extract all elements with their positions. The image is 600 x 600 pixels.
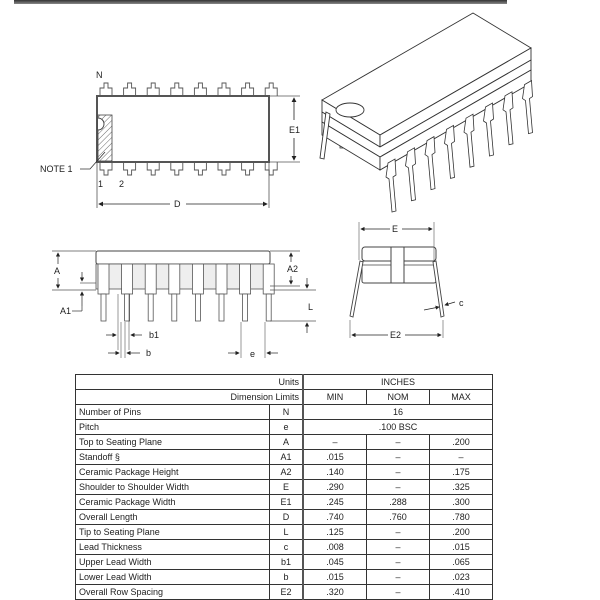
row-name: Lower Lead Width: [76, 570, 270, 585]
row-max: .300: [430, 495, 493, 510]
row-name: Standoff §: [76, 450, 270, 465]
dim-a1-label: A1: [60, 306, 72, 316]
upper-lead: [263, 264, 274, 294]
row-symbol: E: [270, 480, 304, 495]
pin: [265, 162, 277, 175]
row-max: .410: [430, 585, 493, 600]
pin: [242, 162, 254, 175]
row-symbol: c: [270, 540, 304, 555]
pin: [124, 162, 136, 175]
table-row: [76, 555, 493, 570]
row-nom: –: [367, 525, 430, 540]
pin: [171, 162, 183, 175]
pin: [218, 83, 230, 96]
row-nom: –: [367, 570, 430, 585]
dim-e-label: E: [392, 224, 399, 234]
table-row: [76, 495, 493, 510]
upper-lead: [240, 264, 251, 294]
lower-lead: [195, 294, 200, 321]
row-name: Top to Seating Plane: [76, 435, 270, 450]
dim-b1-label: b1: [149, 330, 160, 340]
row-symbol: E2: [270, 585, 304, 600]
side-view: [52, 251, 316, 359]
table-row: [76, 480, 493, 495]
row-symbol: e: [270, 420, 304, 435]
front-lead: [523, 81, 533, 134]
dimension-table: [75, 374, 493, 600]
limits-label: Dimension Limits: [76, 390, 304, 405]
row-symbol: b1: [270, 555, 304, 570]
min-header: MIN: [303, 390, 367, 405]
row-min: .125: [303, 525, 367, 540]
row-nom: –: [367, 435, 430, 450]
front-lead: [484, 103, 494, 156]
row-name: Lead Thickness: [76, 540, 270, 555]
row-name: Shoulder to Shoulder Width: [76, 480, 270, 495]
row-min: .320: [303, 585, 367, 600]
pin: [147, 83, 159, 96]
front-lead: [464, 114, 474, 167]
row-value: 16: [303, 405, 493, 420]
front-lead: [386, 159, 396, 212]
row-min: .008: [303, 540, 367, 555]
pin: [194, 83, 206, 96]
pin: [100, 162, 112, 175]
units-value: INCHES: [303, 375, 493, 390]
units-label: Units: [76, 375, 304, 390]
max-header: MAX: [430, 390, 493, 405]
top-view: [40, 70, 300, 209]
dim-e2-label: E2: [390, 330, 402, 340]
lower-lead: [101, 294, 106, 321]
dim-c-label: c: [459, 298, 464, 308]
row-min: .245: [303, 495, 367, 510]
nom-header: NOM: [367, 390, 430, 405]
dim-e-pitch-label: e: [250, 349, 256, 359]
table-row: [76, 435, 493, 450]
row-name: Pitch: [76, 420, 270, 435]
pin-2-label: 2: [119, 179, 125, 189]
lower-lead: [266, 294, 271, 321]
row-symbol: A2: [270, 465, 304, 480]
row-symbol: D: [270, 510, 304, 525]
row-max: .325: [430, 480, 493, 495]
table-row: [76, 540, 493, 555]
row-symbol: A1: [270, 450, 304, 465]
row-max: .065: [430, 555, 493, 570]
row-value: .100 BSC: [303, 420, 493, 435]
table-row: [76, 420, 493, 435]
dim-l-label: L: [308, 302, 314, 312]
row-nom: .760: [367, 510, 430, 525]
pin: [147, 162, 159, 175]
top-pin-row: [100, 83, 277, 96]
row-symbol: N: [270, 405, 304, 420]
pin: [265, 83, 277, 96]
row-max: –: [430, 450, 493, 465]
row-nom: .288: [367, 495, 430, 510]
isometric-view: [320, 13, 533, 212]
row-name: Tip to Seating Plane: [76, 525, 270, 540]
row-max: .200: [430, 435, 493, 450]
row-nom: –: [367, 480, 430, 495]
row-nom: –: [367, 540, 430, 555]
row-symbol: b: [270, 570, 304, 585]
upper-lead: [145, 264, 156, 294]
row-max: .015: [430, 540, 493, 555]
pin: [100, 83, 112, 96]
dim-b-label: b: [146, 348, 152, 358]
pin-1-label: 1: [98, 179, 104, 189]
row-name: Number of Pins: [76, 405, 270, 420]
row-symbol: A: [270, 435, 304, 450]
pin-n-label: N: [96, 70, 103, 80]
front-lead: [425, 137, 435, 190]
row-max: .023: [430, 570, 493, 585]
table-row: [76, 510, 493, 525]
table-row: [76, 465, 493, 480]
row-name: Ceramic Package Width: [76, 495, 270, 510]
pin: [242, 83, 254, 96]
row-nom: –: [367, 465, 430, 480]
row-name: Overall Length: [76, 510, 270, 525]
front-lead: [445, 125, 455, 178]
pin: [218, 162, 230, 175]
row-min: .140: [303, 465, 367, 480]
row-min: .015: [303, 570, 367, 585]
row-nom: –: [367, 585, 430, 600]
lower-lead: [172, 294, 177, 321]
row-max: .200: [430, 525, 493, 540]
table-row: [76, 450, 493, 465]
pin: [194, 162, 206, 175]
note-1-label: NOTE 1: [40, 164, 73, 174]
upper-lead: [216, 264, 227, 294]
row-name: Upper Lead Width: [76, 555, 270, 570]
front-lead: [503, 92, 513, 145]
table-row: [76, 585, 493, 600]
lower-lead: [243, 294, 248, 321]
row-symbol: E1: [270, 495, 304, 510]
row-max: .780: [430, 510, 493, 525]
table-row: [76, 525, 493, 540]
row-name: Ceramic Package Height: [76, 465, 270, 480]
pin: [171, 83, 183, 96]
upper-lead: [192, 264, 203, 294]
row-nom: –: [367, 450, 430, 465]
package-body: [97, 96, 269, 162]
row-symbol: L: [270, 525, 304, 540]
row-min: .740: [303, 510, 367, 525]
pin: [124, 83, 136, 96]
row-min: .045: [303, 555, 367, 570]
front-lead: [406, 148, 416, 201]
row-name: Overall Row Spacing: [76, 585, 270, 600]
row-max: .175: [430, 465, 493, 480]
row-min: .290: [303, 480, 367, 495]
dim-d-label: D: [174, 199, 181, 209]
table-row: [76, 570, 493, 585]
bottom-pin-row: [100, 162, 277, 175]
dim-a-label: A: [54, 266, 61, 276]
upper-lead: [169, 264, 180, 294]
upper-lead: [122, 264, 133, 294]
lower-lead: [148, 294, 153, 321]
row-nom: –: [367, 555, 430, 570]
dim-a2-label: A2: [287, 264, 299, 274]
row-min: .015: [303, 450, 367, 465]
units-row: [76, 375, 493, 390]
row-min: –: [303, 435, 367, 450]
end-view: [350, 222, 464, 340]
upper-lead: [98, 264, 109, 294]
table-row: [76, 405, 493, 420]
dim-e1-label: E1: [289, 125, 301, 135]
limits-row: [76, 390, 493, 405]
lower-lead: [219, 294, 224, 321]
